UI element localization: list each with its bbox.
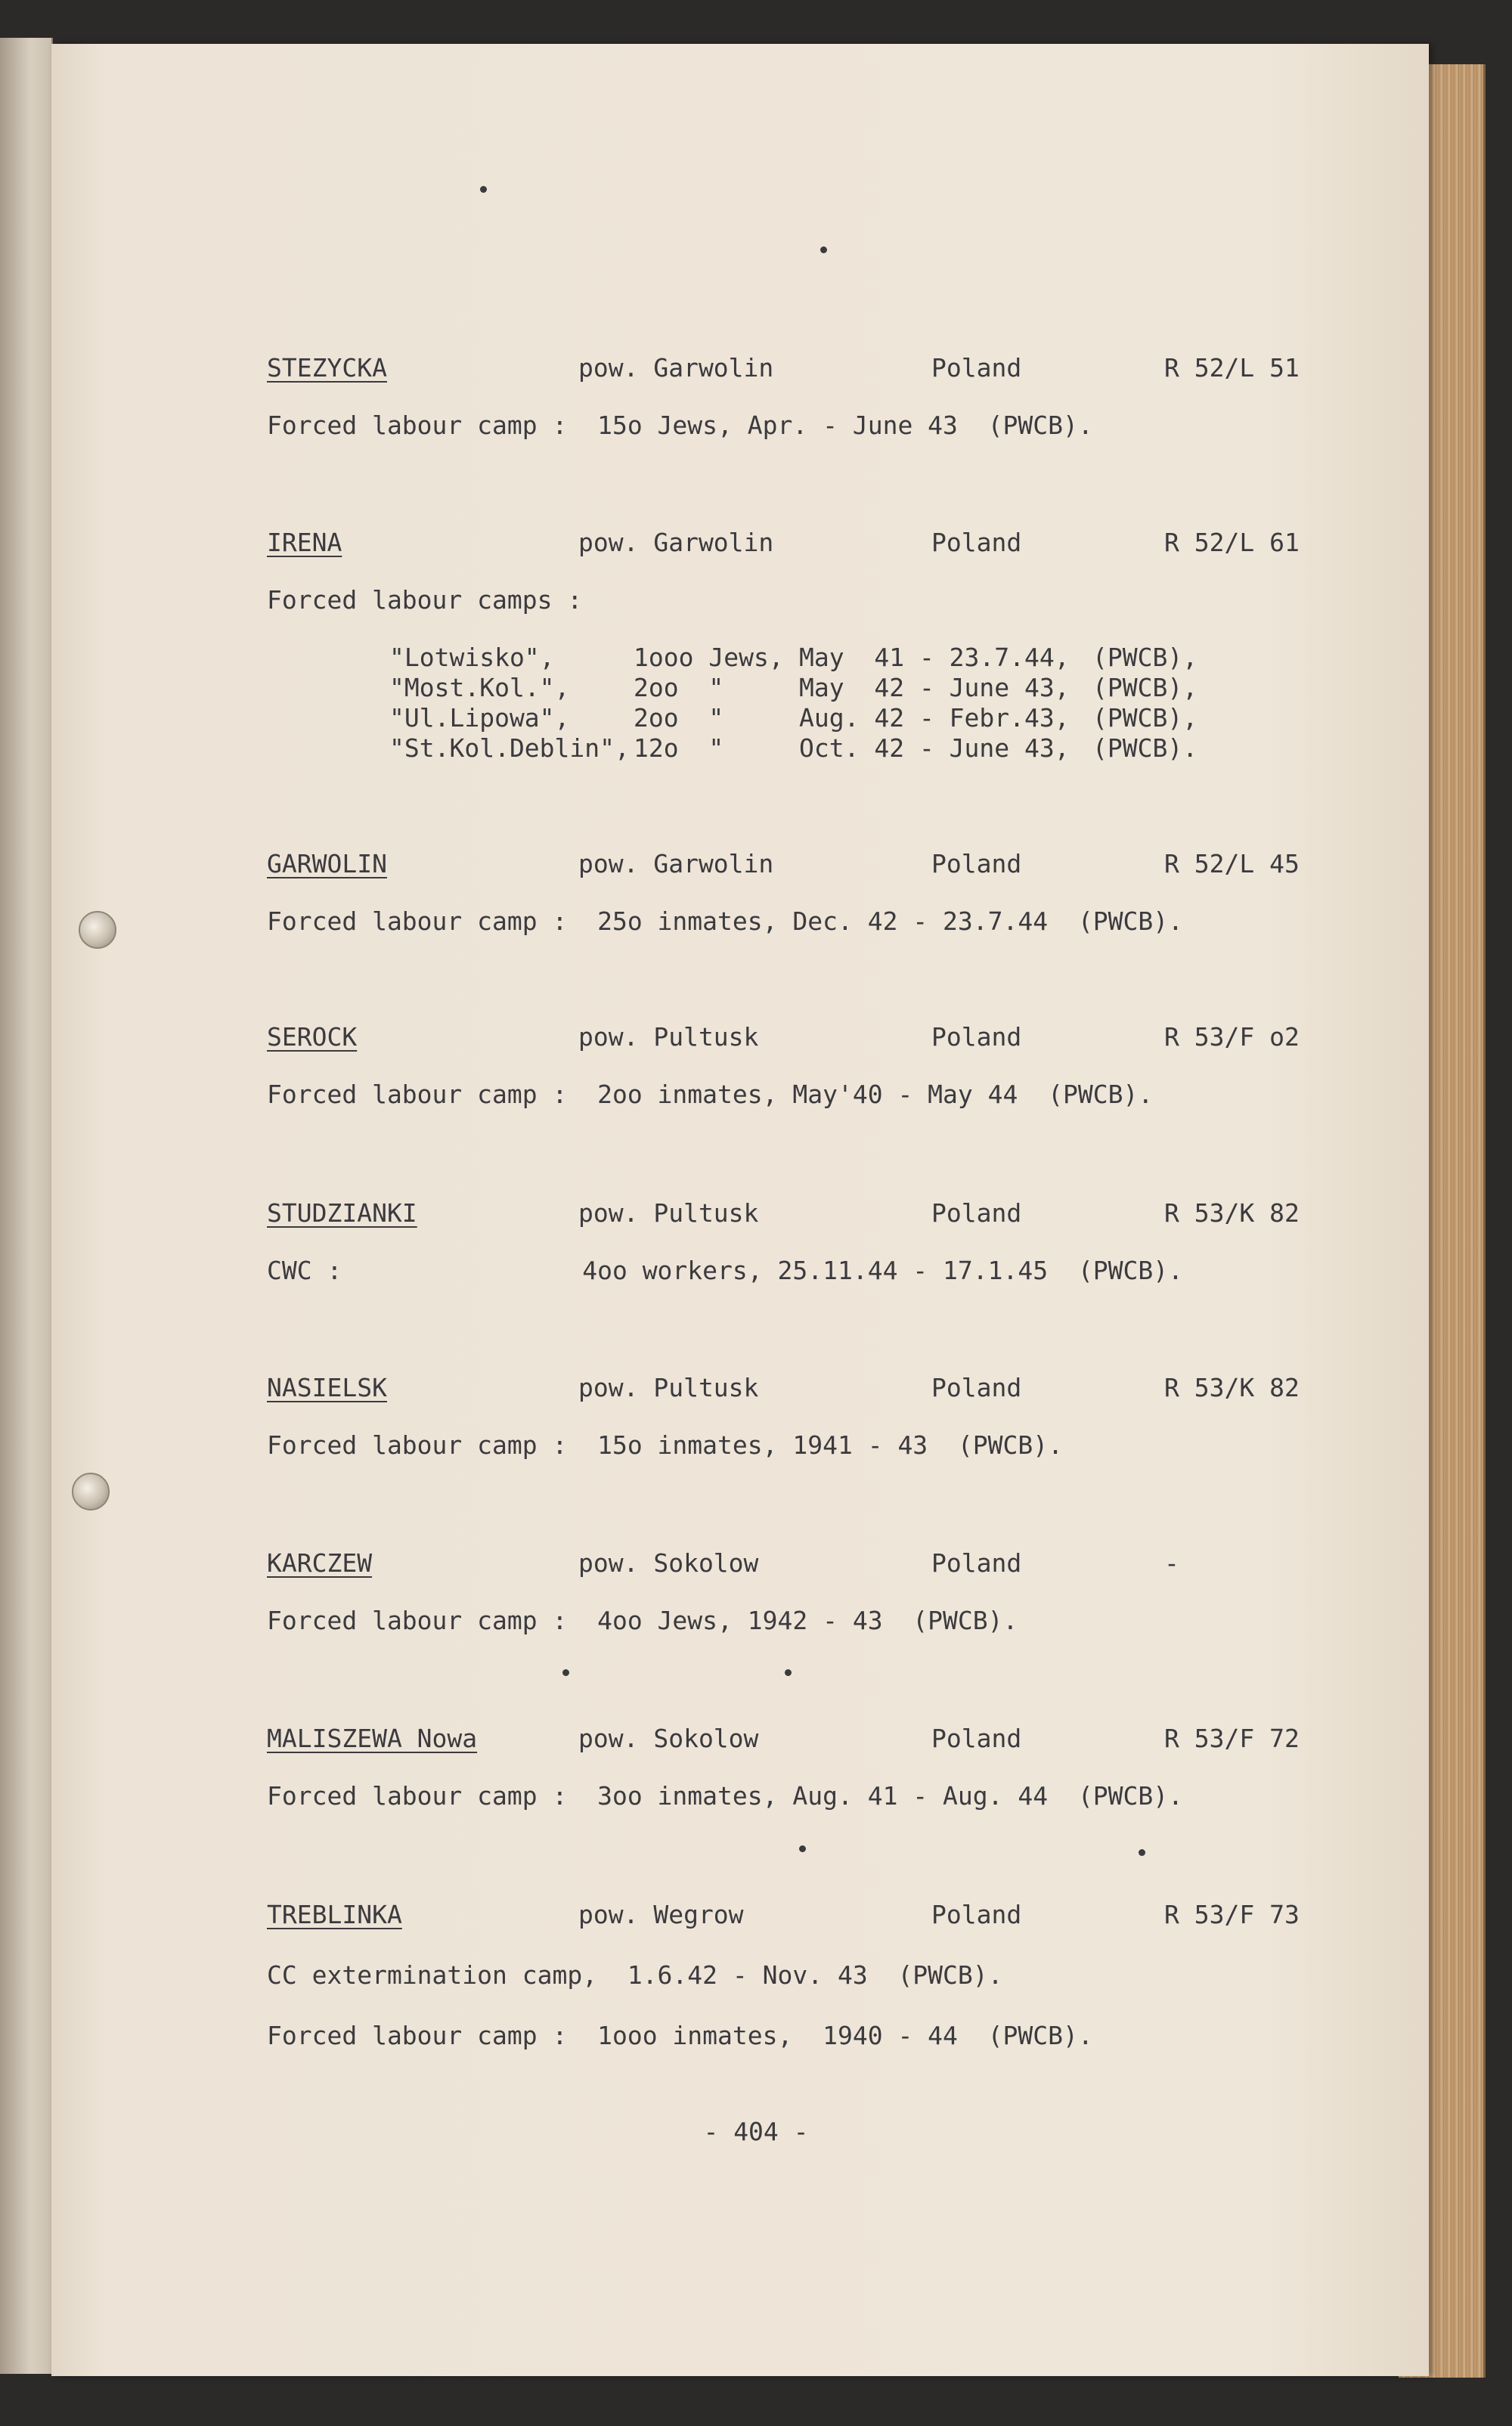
reference-code: R 53/F o2 — [1164, 1022, 1300, 1052]
reference-code: R 53/F 72 — [1164, 1724, 1300, 1753]
entry-nasielsk — [0, 1373, 1512, 1464]
country: Poland — [931, 528, 1022, 557]
subcamp-source: (PWCB), — [1092, 703, 1198, 733]
district: pow. Garwolin — [578, 528, 774, 557]
district: pow. Garwolin — [578, 353, 774, 383]
camp-description: Forced labour camp : 15o inmates, 1941 - 43 (PWCB). — [267, 1430, 1063, 1460]
subcamp-name: "Ul.Lipowa", — [389, 703, 570, 733]
subcamp-name: "Most.Kol.", — [389, 673, 570, 702]
subcamp-row — [0, 733, 1512, 764]
country: Poland — [931, 1900, 1022, 1929]
place-name: KARCZEW — [267, 1548, 373, 1578]
district: pow. Pultusk — [578, 1373, 759, 1402]
camp-description: Forced labour camp : 2oo inmates, May'40 - May 44 (PWCB). — [267, 1080, 1154, 1109]
entry-studzianki — [0, 1198, 1512, 1289]
subcamp-count: 2oo " — [634, 703, 724, 733]
reference-code: R 53/K 82 — [1164, 1373, 1300, 1402]
camp-description: Forced labour camp : 25o inmates, Dec. 42 - 23.7.44 (PWCB). — [267, 906, 1183, 936]
place-name: GARWOLIN — [267, 849, 387, 878]
subcamp-row — [0, 703, 1512, 733]
reference-code: R 53/F 73 — [1164, 1900, 1300, 1929]
ink-speck — [820, 246, 827, 253]
entry-irena — [0, 528, 1512, 770]
reference-code: - — [1164, 1548, 1179, 1578]
country: Poland — [931, 1198, 1022, 1228]
place-name: IRENA — [267, 528, 342, 557]
district: pow. Pultusk — [578, 1022, 759, 1052]
country: Poland — [931, 1022, 1022, 1052]
ink-speck — [562, 1669, 569, 1676]
subcamp-count: 1ooo Jews, — [634, 643, 784, 672]
country: Poland — [931, 353, 1022, 383]
district: pow. Sokolow — [578, 1724, 759, 1753]
ink-speck — [785, 1669, 792, 1676]
subcamp-source: (PWCB), — [1092, 673, 1198, 702]
country: Poland — [931, 849, 1022, 878]
reference-code: R 52/L 45 — [1164, 849, 1300, 878]
subcamp-count: 2oo " — [634, 673, 724, 702]
country: Poland — [931, 1373, 1022, 1402]
subcamp-dates: May 41 - 23.7.44, — [799, 643, 1070, 672]
place-name: NASIELSK — [267, 1373, 387, 1402]
subcamp-name: "St.Kol.Deblin", — [389, 733, 630, 763]
subcamp-count: 12o " — [634, 733, 724, 763]
place-name: TREBLINKA — [267, 1900, 402, 1929]
camp-description: Forced labour camp : 3oo inmates, Aug. 41 - Aug. 44 (PWCB). — [267, 1781, 1183, 1811]
district: pow. Sokolow — [578, 1548, 759, 1578]
subcamp-source: (PWCB). — [1092, 733, 1198, 763]
punch-hole — [72, 1473, 110, 1510]
place-name: STUDZIANKI — [267, 1198, 417, 1228]
reference-code: R 52/L 51 — [1164, 353, 1300, 383]
district: pow. Garwolin — [578, 849, 774, 878]
entry-garwolin — [0, 849, 1512, 940]
subcamp-name: "Lotwisko", — [389, 643, 555, 672]
subcamp-row — [0, 643, 1512, 673]
subcamp-dates: Oct. 42 - June 43, — [799, 733, 1070, 763]
subcamp-source: (PWCB), — [1092, 643, 1198, 672]
subcamp-row — [0, 673, 1512, 703]
page-number: - 404 - — [703, 2117, 809, 2146]
entry-treblinka — [0, 1900, 1512, 2051]
camp-description: Forced labour camps : — [267, 585, 583, 615]
camp-description: Forced labour camp : 4oo Jews, 1942 - 43 (PWCB). — [267, 1606, 1018, 1635]
place-name: STEZYCKA — [267, 353, 387, 383]
camp-description-secondary: Forced labour camp : 1ooo inmates, 1940 - 44 (PWCB). — [267, 2021, 1093, 2050]
entry-maliszewa-nowa — [0, 1724, 1512, 1814]
camp-description: CC extermination camp, 1.6.42 - Nov. 43 (PWCB). — [267, 1960, 1003, 1990]
camp-description: Forced labour camp : 15o Jews, Apr. - June 43 (PWCB). — [267, 411, 1093, 440]
entry-serock — [0, 1022, 1512, 1113]
district: pow. Wegrow — [578, 1900, 744, 1929]
ink-speck — [799, 1845, 806, 1852]
country: Poland — [931, 1548, 1022, 1578]
ink-speck — [1139, 1849, 1145, 1856]
entry-stezycka — [0, 353, 1512, 444]
entry-karczew — [0, 1548, 1512, 1639]
country: Poland — [931, 1724, 1022, 1753]
place-name: SEROCK — [267, 1022, 358, 1052]
place-name: MALISZEWA Nowa — [267, 1724, 478, 1753]
subcamp-dates: May 42 - June 43, — [799, 673, 1070, 702]
ink-speck — [480, 186, 487, 193]
subcamp-dates: Aug. 42 - Febr.43, — [799, 703, 1070, 733]
district: pow. Pultusk — [578, 1198, 759, 1228]
reference-code: R 53/K 82 — [1164, 1198, 1300, 1228]
reference-code: R 52/L 61 — [1164, 528, 1300, 557]
camp-description: CWC : 4oo workers, 25.11.44 - 17.1.45 (PWCB). — [267, 1256, 1183, 1285]
